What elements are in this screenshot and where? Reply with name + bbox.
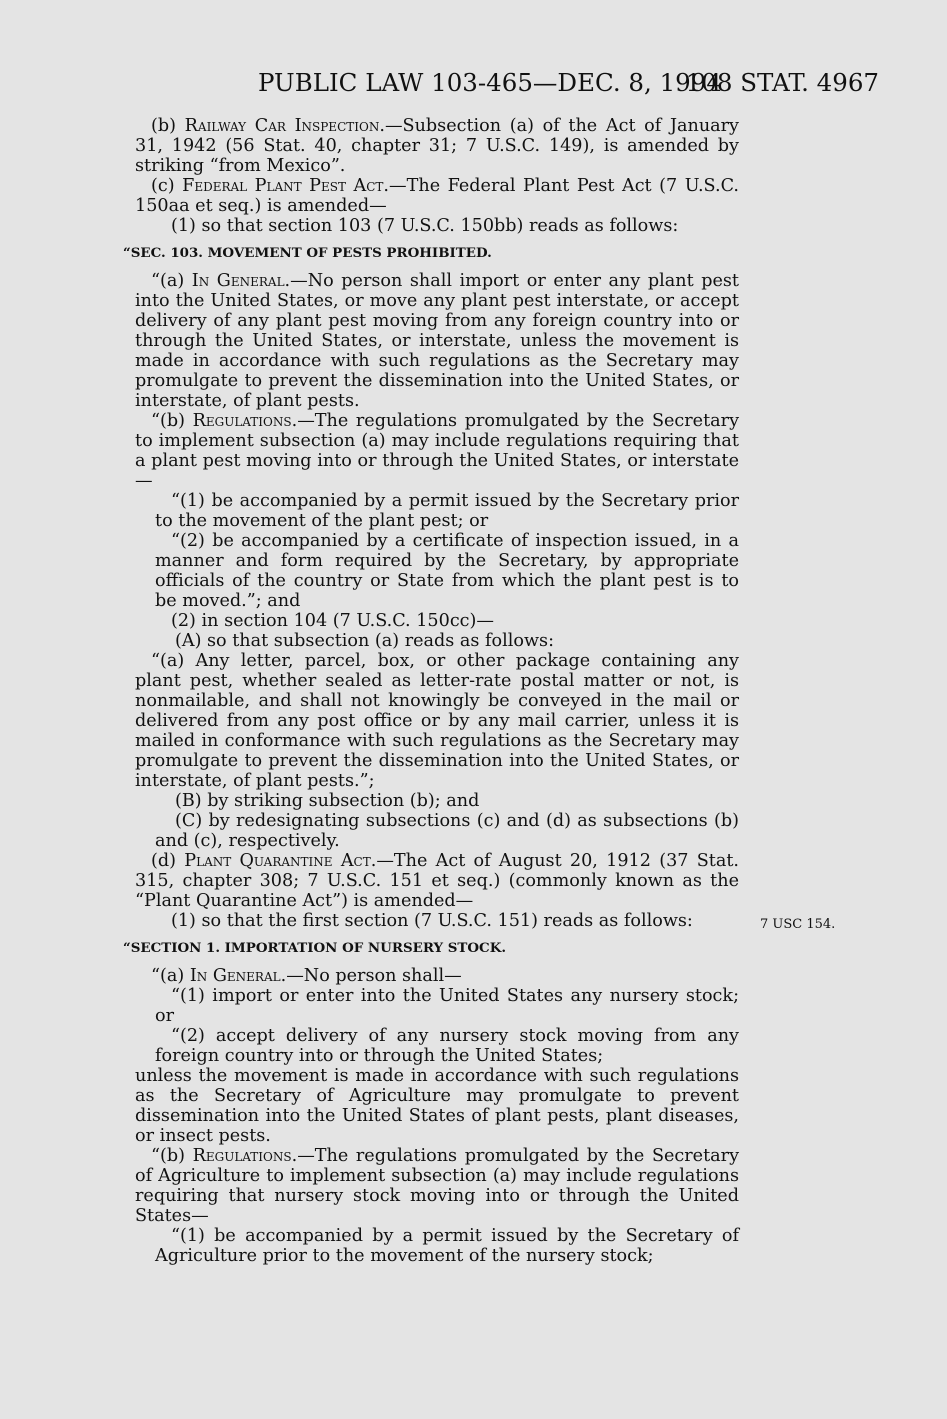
statute-text [123, 116, 740, 1266]
paragraph-c1: (1) so that section 103 (7 U.S.C. 150bb) reads as follows: [171, 216, 679, 236]
page-stat-number: 108 STAT. 4967 [685, 68, 879, 97]
running-head: PUBLIC LAW 103-465—DEC. 8, 1994 [258, 68, 722, 97]
subparagraph-c2a: (A) so that subsection (a) reads as follows: [175, 631, 555, 651]
caption: Regulations. [192, 1146, 298, 1166]
sec1-a1: “(1) import or enter into the United States any nursery stock; or [155, 986, 739, 1026]
section-103-heading: “SEC. 103. MOVEMENT OF PESTS PROHIBITED. [123, 245, 492, 261]
sec1-b: “(b) Regulations.—The regulations promulgated by the Secretary of Agriculture to implement subsection (a) may include regulations requiring that nursery stock moving into or through the United States— [135, 1146, 740, 1226]
subsection-c-plant-pest-act: (c) Federal Plant Pest Act.—The Federal Plant Pest Act (7 U.S.C. 150aa et seq.) is amended— [135, 176, 739, 216]
subparagraph-c2c: (C) by redesignating subsections (c) and (d) as subsections (b) and (c), respectively. [155, 811, 739, 851]
sec1-a2: “(2) accept delivery of any nursery stock moving from any foreign country into or through the United States; [155, 1026, 739, 1066]
sec104-a: “(a) Any letter, parcel, box, or other package containing any plant pest, whether sealed as letter-rate postal matter or not, is nonmailable, and shall not knowingly be conveyed in the mail or delivered from any post office or by any mail carrier, unless it is mailed in conformance with such regulations as the Secretary may promulgate to prevent the dissemination into the United States, or interstate, of plant pests.”; [135, 651, 739, 791]
paragraph-d1: (1) so that the first section (7 U.S.C. 151) reads as follows: [171, 911, 693, 931]
sec103-b1: “(1) be accompanied by a permit issued by the Secretary prior to the movement of the plant pest; or [155, 491, 739, 531]
subparagraph-c2b: (B) by striking subsection (b); and [175, 791, 480, 811]
sec1-a-tail: unless the movement is made in accordance with such regulations as the Secretary of Agriculture may promulgate to prevent dissemination into the United States of plant pests, plant diseases, or insect pests. [135, 1066, 739, 1146]
subsection-d-plant-quarantine-act: (d) Plant Quarantine Act.—The Act of August 20, 1912 (37 Stat. 315, chapter 308; 7 U.S.C. 151 et seq.) (commonly known as the “Plant Quarantine Act”) is amended— [135, 851, 740, 911]
sec1-b1: “(1) be accompanied by a permit issued by the Secretary of Agriculture prior to the movement of the nursery stock; [155, 1226, 739, 1266]
sec103-a: “(a) In General.—No person shall import or enter any plant pest into the United States, or move any plant pest interstate, or accept delivery of any plant pest moving from any foreign country into or through the United States, or interstate, unless the movement is made in accordance with such regulations as the Secretary may promulgate to prevent the dissemination into the United States, or interstate, of plant pests. [135, 271, 739, 411]
caption: Federal Plant Pest Act. [182, 176, 390, 196]
running-header [0, 68, 947, 104]
sec103-b2: “(2) be accompanied by a certificate of inspection issued, in a manner and form required by the Secretary, by appropriate officials of the country or State from which the plant pest is to be moved.”; and [155, 531, 739, 611]
sec1-a: “(a) In General.—No person shall— [151, 966, 462, 986]
section-1-heading: “SECTION 1. IMPORTATION OF NURSERY STOCK. [123, 940, 507, 956]
subsection-b-railway-car: (b) Railway Car Inspection.—Subsection (a) of the Act of January 31, 1942 (56 Stat. 40, chapter 31; 7 U.S.C. 149), is amended by striking “from Mexico”. [135, 116, 739, 176]
margin-note: 7 USC 154. [760, 917, 836, 932]
caption: Plant Quarantine Act. [184, 851, 377, 871]
caption: In General. [189, 966, 287, 986]
caption: Railway Car Inspection. [184, 116, 385, 136]
sec103-b: “(b) Regulations.—The regulations promulgated by the Secretary to implement subsection (a) may include regulations requiring that a plant pest moving into or through the United States, or interstate— [135, 411, 740, 491]
paragraph-c2: (2) in section 104 (7 U.S.C. 150cc)— [171, 611, 494, 631]
caption: Regulations. [192, 411, 298, 431]
caption: In General. [191, 271, 291, 291]
